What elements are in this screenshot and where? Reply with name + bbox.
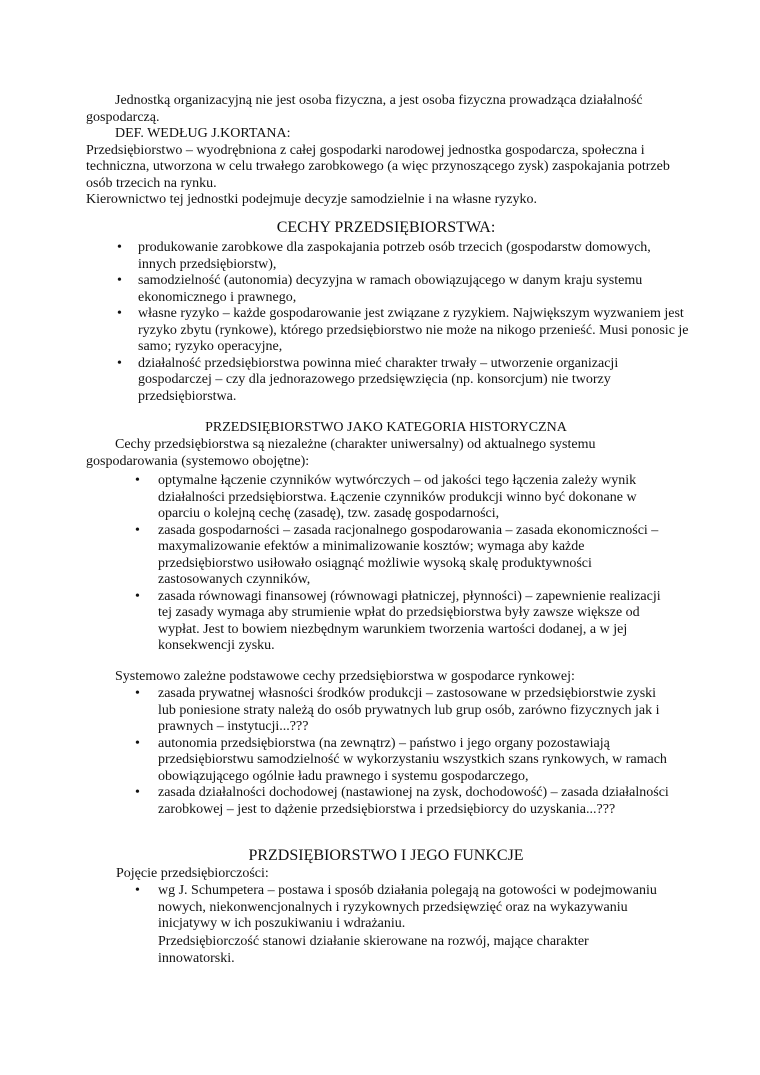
list-item: • samodzielność (autonomia) decyzyjna w ramach obowiązującego w danym kraju systemu ekonomicznego i prawnego, [117,273,692,306]
list-item: • wg J. Schumpetera – postawa i sposób działania polegają na gotowości w podejmowaniu nowych, niekonwencjonalnych i ryzykownych przedsięwzięć oraz na wykazywaniu inicjatywy w ich poszukiwaniu i wdrażaniu. [117,883,677,933]
definition-label: DEF. WEDŁUG J.KORTANA: [115,126,291,141]
list-item: • produkowanie zarobkowe dla zaspokajania potrzeb osób trzecich (gospodarstw domowych, innych przedsiębiorstw), [117,240,692,273]
list-item: • zasada prywatnej własności środków produkcji – zastosowane w przedsiębiorstwie zyski lub poniesione straty należą do osób prywatnych lub grup osób, zarówno fizycznych jak i prawnych – instytucji...??? [117,686,677,736]
pojecie-label: Pojęcie przedsiębiorczości: [116,866,269,881]
historyczna-intro: Cechy przedsiębiorstwa są niezależne (charakter uniwersalny) od aktualnego systemu gospodarowania (systemowo obojętne): [86,437,596,469]
zalezne-list [117,686,677,818]
funkcje-list [117,883,677,933]
section-title-funkcje: PRZDSIĘBIORSTWO I JEGO FUNKCJE [248,847,524,864]
list-item: • optymalne łączenie czynników wytwórczych – od jakości tego łączenia zależy wynik działalności przedsiębiorstwa. Łączenie czynników produkcji winno być dokonane w oparciu o kolejną cechę (zasadę), tzw. zasadę gospodarności, [117,473,677,523]
list-item: • działalność przedsiębiorstwa powinna mieć charakter trwały – utworzenie organizacji gospodarczej – czy dla jednorazowego przedsięwzięcia (np. konsorcjum) nie tworzy przedsiębiorstwa. [117,356,692,406]
section-title-historyczna: PRZEDSIĘBIORSTWO JAKO KATEGORIA HISTORYCZNA [205,420,567,435]
list-item: • zasada gospodarności – zasada racjonalnego gospodarowania – zasada ekonomiczności – maxymalizowanie efektów a minimalizowanie kosztów; wymaga aby każde przedsiębiorstwo usiłowało osiągnąć możliwie wysoką skalę produktywności zastosowanych czynników, [117,523,677,589]
list-item: • zasada działalności dochodowej (nastawionej na zysk, dochodowość) – zasada działalności zarobkowej – jest to dążenie przedsiębiorstwa i przedsiębiorcy do uzyskania...??? [117,785,677,818]
cechy-list [117,240,692,405]
intro-paragraph: Jednostką organizacyjną nie jest osoba fizyczna, a jest osoba fizyczna prowadząca działalność gospodarczą. [86,93,643,125]
section-title-cechy: CECHY PRZEDSIĘBIORSTWA: [276,219,496,236]
definition-text: Przedsiębiorstwo – wyodrębniona z całej gospodarki narodowej jednostka gospodarcza, społeczna i techniczna, utworzona w celu trwałego zarobkowego (a więc przynoszącego zysk) zaspokajania potrzeb osób trzecich na rynku. [86,142,670,191]
funkcje-continuation: Przedsiębiorczość stanowi działanie skierowane na rozwój, mające charakter innowatorski. [158,934,589,966]
zalezne-intro: Systemowo zależne podstawowe cechy przedsiębiorstwa w gospodarce rynkowej: [115,669,575,684]
historyczna-list [117,473,677,655]
list-item: • własne ryzyko – każde gospodarowanie jest związane z ryzykiem. Największym wyzwaniem jest ryzyko zbytu (rynkowe), którego przedsiębiorstwo nie może na nikogo przenieść. Musi ponosic je samo; ryzyko operacyjne, [117,306,692,356]
intro-block [86,93,686,209]
management-sentence: Kierownictwo tej jednostki podejmuje decyzje samodzielnie i na własne ryzyko. [86,192,537,207]
list-item: • zasada równowagi finansowej (równowagi płatniczej, płynności) – zapewnienie realizacji tej zasady wymaga aby strumienie wpłat do przedsiębiorstwa były zawsze większe od wypłat. Jest to bowiem niezbędnym warunkiem tworzenia wartości dodanej, a w jej konsekwencji zysku. [117,589,677,655]
list-item: • autonomia przedsiębiorstwa (na zewnątrz) – państwo i jego organy pozostawiają przedsiębiorstwu samodzielność w wykorzystaniu wszystkich szans rynkowych, w ramach obowiązującego ogólnie ładu prawnego i systemu gospodarczego, [117,736,677,786]
